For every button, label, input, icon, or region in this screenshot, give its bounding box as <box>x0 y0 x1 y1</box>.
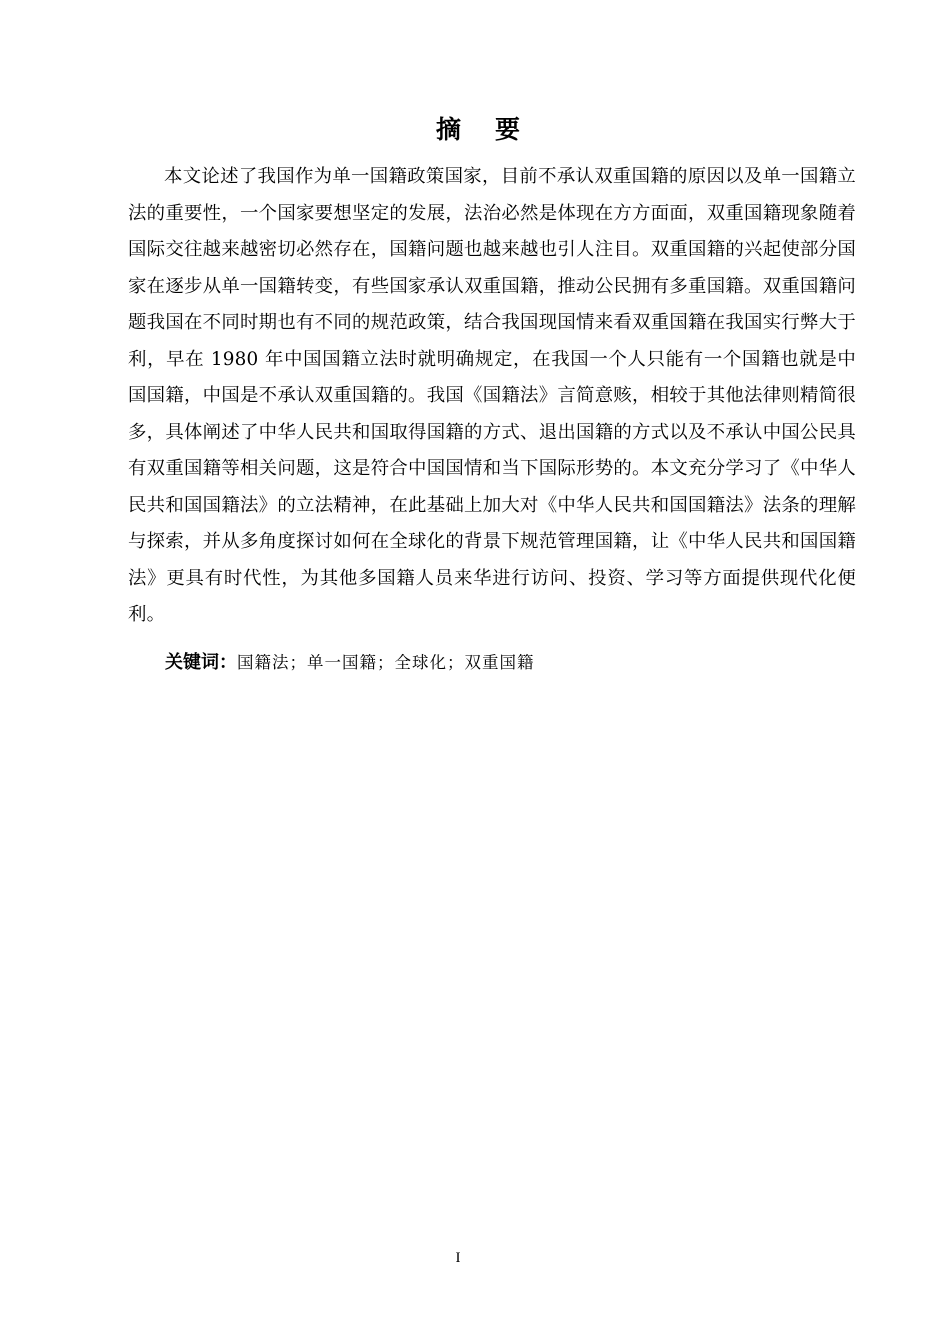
keywords-line <box>165 648 855 678</box>
keywords-label: 关键词： <box>165 652 237 673</box>
page-number: I <box>455 1250 461 1266</box>
abstract-title: 摘要 <box>435 115 554 144</box>
keywords-value: 国籍法；单一国籍；全球化；双重国籍 <box>237 653 535 672</box>
abstract-body: 本文论述了我国作为单一国籍政策国家，目前不承认双重国籍的原因以及单一国籍立法的重要性，一个国家要想坚定的发展，法治必然是体现在方方面面，双重国籍现象随着国际交往越来越密切必然存在，国籍问题也越来越也引人注目。双重国籍的兴起使部分国家在逐步从单一国籍转变，有些国家承认双重国籍，推动公民拥有多重国籍。双重国籍问题我国在不同时期也有不同的规范政策，结合我国现国情来看双重国籍在我国实行弊大于利，早在 1980 年中国国籍立法时就明确规定，在我国一个人只能有一个国籍也就是中国国籍，中国是不承认双重国籍的。我国《国籍法》言简意赅，相较于其他法律则精简很多，具体阐述了中华人民共和国取得国籍的方式、退出国籍的方式以及不承认中国公民具有双重国籍等相关问题，这是符合中国国情和当下国际形势的。本文充分学习了《中华人民共和国国籍法》的立法精神，在此基础上加大对《中华人民共和国国籍法》法条的理解与探索，并从多角度探讨如何在全球化的背景下规范管理国籍，让《中华人民共和国国籍法》更具有时代性，为其他多国籍人员来华进行访问、投资、学习等方面提供现代化便利。 <box>128 166 856 625</box>
